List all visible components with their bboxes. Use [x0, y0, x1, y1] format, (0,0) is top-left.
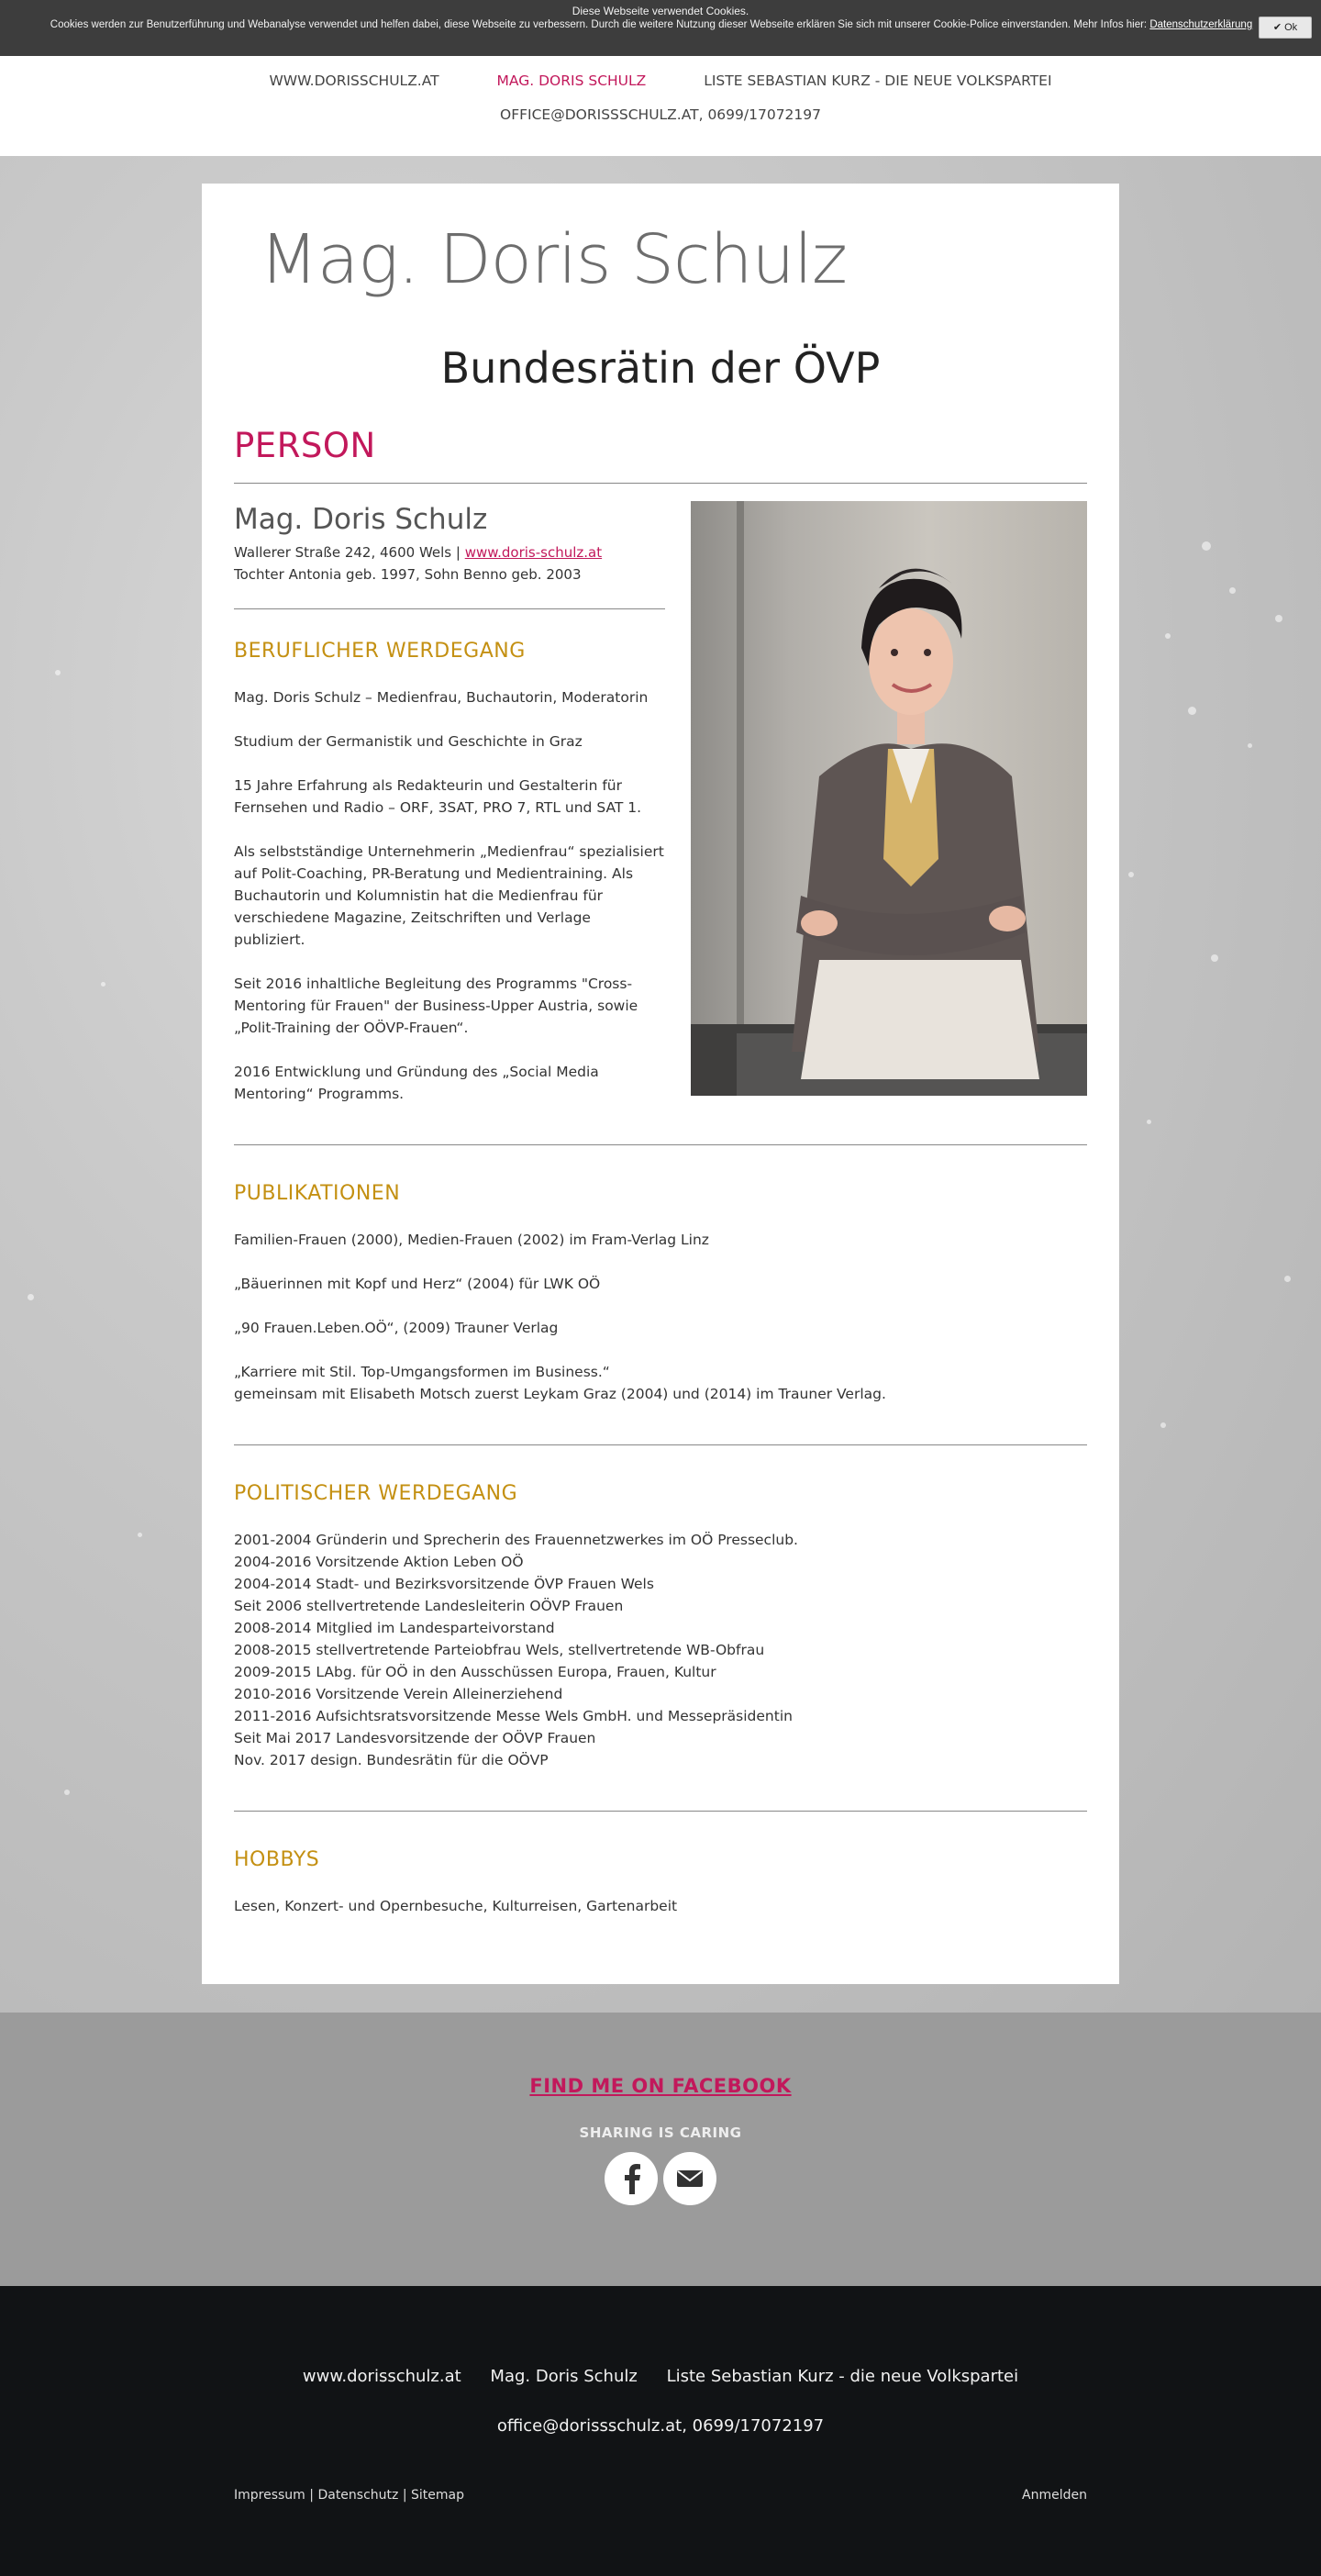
- check-icon: ✔: [1272, 22, 1282, 33]
- footer-link-liste-kurz[interactable]: Liste Sebastian Kurz - die neue Volkspartei: [666, 2367, 1019, 2386]
- person-info: [234, 501, 665, 1105]
- politics-list: [234, 1529, 1087, 1771]
- politics-item: Seit 2006 stellvertretende Landesleiterin OÖVP Frauen: [234, 1598, 624, 1614]
- career-paragraph: 15 Jahre Erfahrung als Redakteurin und Gestalterin für Fernsehen und Radio – ORF, 3SAT, PRO 7, RTL und SAT 1.: [234, 777, 642, 816]
- politics-item: 2001-2004 Gründerin und Sprecherin des Frauennetzwerkes im OÖ Presseclub.: [234, 1532, 798, 1548]
- footer-contact[interactable]: office@dorissschulz.at, 0699/17072197: [496, 2416, 825, 2436]
- publication-item: „Karriere mit Stil. Top-Umgangsformen im Business.“: [234, 1364, 610, 1380]
- career-paragraph: Als selbstständige Unternehmerin „Medienfrau“ spezialisiert auf Polit-Coaching, PR-Beratung und Medientraining. Als Buchautorin und Kolumnistin hat die Medienfrau für verschiedene Magazine, Zeitschriften und Verlage publiziert.: [234, 843, 664, 948]
- politics-item: 2009-2015 LAbg. für OÖ in den Ausschüssen Europa, Frauen, Kultur: [234, 1664, 716, 1680]
- divider: [234, 608, 665, 609]
- footer-bottom: [234, 2488, 1087, 2503]
- person-name: Mag. Doris Schulz: [234, 503, 488, 536]
- site-logo[interactable]: Mag. Doris Schulz: [260, 220, 847, 299]
- nav-row: [0, 56, 1321, 105]
- website-link[interactable]: www.doris-schulz.at: [464, 544, 603, 561]
- politics-item: 2008-2015 stellvertretende Parteiobfrau Wels, stellvertretende WB-Obfrau: [234, 1642, 765, 1658]
- section-heading-publications: PUBLIKATIONEN: [234, 1182, 401, 1205]
- divider: [234, 1144, 1087, 1145]
- cookie-message: [46, 18, 1275, 32]
- email-share-button[interactable]: [663, 2152, 716, 2205]
- publication-item: „90 Frauen.Leben.OÖ“, (2009) Trauner Verlag: [234, 1320, 559, 1336]
- address-text: Wallerer Straße 242, 4600 Wels |: [234, 544, 465, 561]
- cookie-title: Diese Webseite verwendet Cookies.: [572, 5, 749, 17]
- page-subtitle: Bundesrätin der ÖVP: [440, 343, 881, 393]
- impressum-link[interactable]: Impressum: [234, 2488, 305, 2503]
- facebook-icon: [619, 2163, 643, 2194]
- divider: [234, 1811, 1087, 1812]
- privacy-link[interactable]: Datenschutzerklärung: [1149, 19, 1253, 30]
- career-paragraph: Seit 2016 inhaltliche Begleitung des Programms "Cross-Mentoring für Frauen" der Business-Upper Austria, sowie „Polit-Training der OÖVP-Frauen“.: [234, 976, 638, 1036]
- politics-item: Seit Mai 2017 Landesvorsitzende der OÖVP Frauen: [234, 1730, 596, 1746]
- top-navigation: [0, 56, 1321, 156]
- nav-item-liste-kurz[interactable]: LISTE SEBASTIAN KURZ - DIE NEUE VOLKSPARTEI: [704, 72, 1052, 89]
- publication-item: „Bäuerinnen mit Kopf und Herz“ (2004) für LWK OÖ: [234, 1276, 601, 1292]
- footer-link-doris-schulz[interactable]: Mag. Doris Schulz: [490, 2367, 638, 2386]
- section-heading-hobbies: HOBBYS: [234, 1848, 320, 1871]
- portrait-photo: [691, 501, 1087, 1096]
- sharing-label: SHARING IS CARING: [579, 2124, 742, 2141]
- publication-item: Familien-Frauen (2000), Medien-Frauen (2002) im Fram-Verlag Linz: [234, 1232, 709, 1248]
- footer-nav: [0, 2286, 1321, 2386]
- publication-item: gemeinsam mit Elisabeth Motsch zuerst Leykam Graz (2004) und (2014) im Trauner Verlag.: [234, 1386, 886, 1402]
- cookie-ok-label: Ok: [1284, 22, 1298, 33]
- career-paragraph: 2016 Entwicklung und Gründung des „Social Media Mentoring“ Programms.: [234, 1064, 599, 1102]
- legal-links: Impressum | Datenschutz | Sitemap: [234, 2488, 464, 2503]
- mail-icon: [676, 2169, 704, 2189]
- politics-item: Nov. 2017 design. Bundesrätin für die OÖVP: [234, 1752, 549, 1768]
- content-card: [202, 184, 1119, 1984]
- share-buttons: [0, 2152, 1321, 2205]
- politics-item: 2004-2014 Stadt- und Bezirksvorsitzende ÖVP Frauen Wels: [234, 1576, 654, 1592]
- nav-item-contact[interactable]: OFFICE@DORISSSCHULZ.AT, 0699/17072197: [500, 106, 821, 123]
- datenschutz-link[interactable]: Datenschutz: [317, 2488, 399, 2503]
- portrait-illustration: [691, 501, 1087, 1096]
- footer-link-home[interactable]: www.dorisschulz.at: [302, 2367, 461, 2386]
- facebook-share-button[interactable]: [605, 2152, 658, 2205]
- person-address: [234, 541, 665, 563]
- site-footer: [0, 2286, 1321, 2576]
- section-heading-politics: POLITISCHER WERDEGANG: [234, 1482, 518, 1505]
- politics-item: 2008-2014 Mitglied im Landesparteivorstand: [234, 1620, 555, 1636]
- career-paragraph: Mag. Doris Schulz – Medienfrau, Buchautorin, Moderatorin: [234, 689, 649, 706]
- politics-item: 2004-2016 Vorsitzende Aktion Leben OÖ: [234, 1554, 524, 1570]
- cookie-ok-button[interactable]: [1259, 17, 1312, 39]
- nav-item-doris-schulz[interactable]: MAG. DORIS SCHULZ: [496, 72, 647, 89]
- politics-item: 2011-2016 Aufsichtsratsvorsitzende Messe Wels GmbH. und Messepräsidentin: [234, 1708, 793, 1724]
- nav-item-home[interactable]: WWW.DORISSCHULZ.AT: [269, 72, 439, 89]
- person-family: Tochter Antonia geb. 1997, Sohn Benno geb. 2003: [234, 566, 582, 583]
- login-link[interactable]: Anmelden: [1022, 2488, 1087, 2503]
- sitemap-link[interactable]: Sitemap: [411, 2488, 464, 2503]
- content-background: [0, 156, 1321, 2013]
- social-section: [0, 2013, 1321, 2286]
- hobbies-text: Lesen, Konzert- und Opernbesuche, Kulturreisen, Gartenarbeit: [234, 1898, 678, 1914]
- person-section: [234, 501, 1087, 1105]
- politics-item: 2010-2016 Vorsitzende Verein Alleinerziehend: [234, 1686, 563, 1702]
- section-heading-person: PERSON: [234, 426, 376, 465]
- facebook-link[interactable]: FIND ME ON FACEBOOK: [529, 2075, 792, 2097]
- divider: [234, 483, 1087, 484]
- cookie-message-text: Cookies werden zur Benutzerführung und Webanalyse verwendet und helfen dabei, diese Webseite zu verbessern. Durch die weitere Nutzung dieser Webseite erklären Sie sich mit unserer Cookie-Police einverstanden. Mehr Infos hier:: [50, 19, 1148, 30]
- career-paragraph: Studium der Germanistik und Geschichte in Graz: [234, 733, 583, 750]
- cookie-banner: [0, 0, 1321, 56]
- section-heading-career: BERUFLICHER WERDEGANG: [234, 640, 526, 663]
- divider: [234, 1444, 1087, 1445]
